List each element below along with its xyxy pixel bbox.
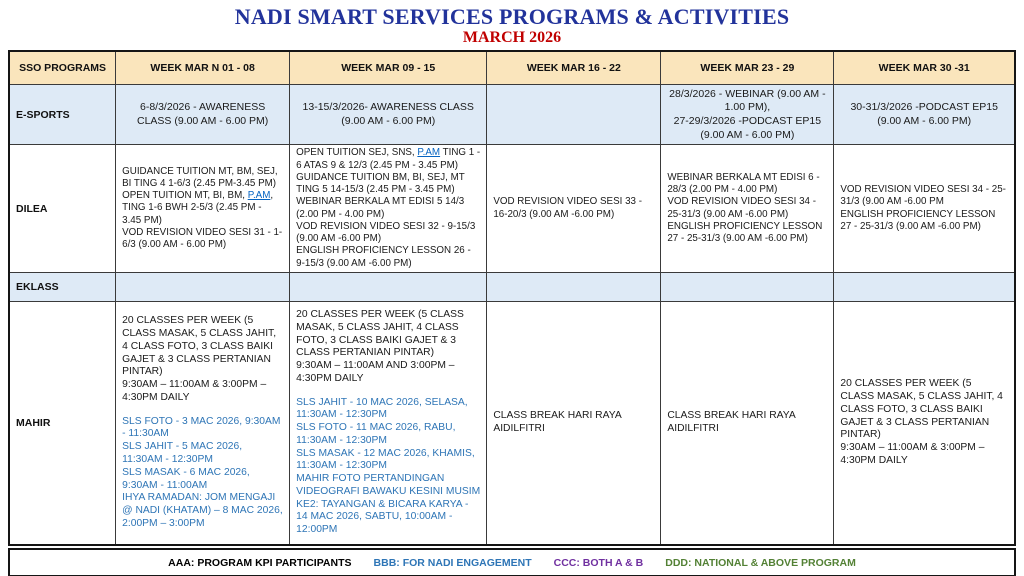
activity-text: 20 CLASSES PER WEEK (5 CLASS MASAK, 5 CLASS JAHIT, 4 CLASS FOTO, 3 CLASS BAIKI GAJET & 3 CLASS PERTANIAN PINTAR) xyxy=(840,378,1003,441)
activity-text: VOD REVISION VIDEO SESI 31 - 1-6/3 (9.00 AM - 6.00 PM) xyxy=(122,226,283,251)
eklass-week3-cell xyxy=(487,272,661,301)
activity-text: ENGLISH PROFICIENCY LESSON 26 - 9-15/3 (9.00 AM -6.00 PM) xyxy=(296,245,471,269)
legend-box xyxy=(8,548,1016,576)
activity-text: ENGLISH PROFICIENCY LESSON 27 - 25-31/3 (9.00 AM -6.00 PM) xyxy=(840,208,996,232)
activity-text: 28/3/2026 - WEBINAR (9.00 AM - 1.00 PM), xyxy=(669,87,826,114)
esports-week4-cell xyxy=(661,85,834,145)
activity-text: SLS JAHIT - 10 MAC 2026, SELASA, 11:30AM - 12:30PM xyxy=(296,396,468,421)
legend-bbb: BBB: FOR NADI ENGAGEMENT xyxy=(373,556,532,569)
row-label-esports: E-SPORTS xyxy=(9,85,116,145)
activity-text: VOD REVISION VIDEO SESI 33 - 16-20/3 (9.00 AM -6.00 PM) xyxy=(493,196,642,220)
activity-text: CLASS BREAK HARI RAYA AIDILFITRI xyxy=(493,410,622,434)
activity-text: SLS MASAK - 12 MAC 2026, KHAMIS, 11:30AM - 12:30PM xyxy=(296,447,475,472)
activity-text: GUIDANCE TUITION MT, BM, SEJ, BI TING 4 1-6/3 (2.45 PM-3.45 PM) xyxy=(122,165,278,189)
mahir-week3-cell xyxy=(487,301,661,545)
mahir-week4-cell xyxy=(661,301,834,545)
dilea-week1-cell xyxy=(116,145,290,272)
activity-text: 30-31/3/2026 -PODCAST EP15 (9.00 AM - 6.00 PM) xyxy=(850,101,998,127)
legend-ddd: DDD: NATIONAL & ABOVE PROGRAM xyxy=(665,556,856,569)
pam-link[interactable]: P.AM xyxy=(417,147,441,159)
esports-week3-cell xyxy=(487,85,661,145)
activity-text: WEBINAR BERKALA MT EDISI 5 14/3 (2.00 PM - 4.00 PM) xyxy=(296,196,465,220)
activity-text: 20 CLASSES PER WEEK (5 CLASS MASAK, 5 CLASS JAHIT, 4 CLASS FOTO, 3 CLASS BAIKI GAJET & 3 CLASS PERTANIAN PINTAR) xyxy=(122,315,277,378)
activity-text: 9:30AM – 11:00AM & 3:00PM – 4:30PM DAILY xyxy=(840,442,985,466)
activity-text: GUIDANCE TUITION BM, BI, SEJ, MT TING 5 14-15/3 (2.45 PM - 3.45 PM) xyxy=(296,171,465,196)
mahir-week2-cell xyxy=(290,301,487,545)
program-row-eklass xyxy=(9,272,1015,301)
week-header-row xyxy=(9,51,1015,85)
activity-text: OPEN TUITION SEJ, SNS, xyxy=(296,147,418,159)
esports-week5-cell xyxy=(834,85,1015,145)
activity-text: 9:30AM – 11:00AM & 3:00PM – 4:30PM DAILY xyxy=(122,379,267,403)
activity-text: OPEN TUITION MT, BI, BM, xyxy=(122,190,248,202)
page-subtitle: MARCH 2026 xyxy=(462,29,562,47)
legend-row xyxy=(157,557,867,569)
col-header-week-5: WEEK MAR 30 -31 xyxy=(834,51,1015,85)
activity-text: , TING 1-6 BWH 2-5/3 (2.45 PM - 3.45 PM) xyxy=(122,190,274,226)
activity-text: IHYA RAMADAN: JOM MENGAJI @ NADI (KHATAM) – 8 MAC 2026, 2:00PM – 3:00PM xyxy=(122,492,283,529)
activity-text: SLS FOTO - 3 MAC 2026, 9:30AM - 11:30AM xyxy=(122,415,281,440)
activity-text: MAHIR FOTO PERTANDINGAN VIDEOGRAFI BAWAKU KESINI MUSIM KE2: TAYANGAN & BICARA KARYA - 14 MAC 2026, SABTU, 10:00AM - 12:00PM xyxy=(296,473,481,536)
activity-text: 20 CLASSES PER WEEK (5 CLASS MASAK, 5 CLASS JAHIT, 4 CLASS FOTO, 3 CLASS BAIKI GAJET & 3 CLASS PERTANIAN PINTAR) xyxy=(296,308,464,359)
dilea-week4-cell xyxy=(661,145,834,272)
row-label-eklass: EKLASS xyxy=(9,272,116,301)
activity-text: SLS MASAK - 6 MAC 2026, 9:30AM - 11:00AM xyxy=(122,466,250,491)
mahir-week1-cell xyxy=(116,301,290,545)
eklass-week4-cell xyxy=(661,272,834,301)
program-row-esports xyxy=(9,85,1015,145)
col-header-sso-programs: SSO PROGRAMS xyxy=(9,51,116,85)
col-header-week-1: WEEK MAR N 01 - 08 xyxy=(116,51,290,85)
pam-link[interactable]: P.AM xyxy=(247,190,271,202)
row-label-dilea: DILEA xyxy=(9,145,116,272)
esports-week2-cell xyxy=(290,85,487,145)
activity-text: WEBINAR BERKALA MT EDISI 6 - 28/3 (2.00 PM - 4.00 PM) xyxy=(667,171,820,196)
program-row-dilea xyxy=(9,145,1015,272)
activity-text: SLS JAHIT - 5 MAC 2026, 11:30AM - 12:30PM xyxy=(122,441,243,466)
esports-week1-cell xyxy=(116,85,290,145)
activity-text: 6-8/3/2026 - AWARENESS CLASS (9.00 AM - 6.00 PM) xyxy=(136,101,269,127)
mahir-week5-cell xyxy=(834,301,1015,545)
programs-table xyxy=(8,50,1016,546)
activity-text: SLS FOTO - 11 MAC 2026, RABU, 11:30AM - 12:30PM xyxy=(296,422,456,446)
page-title: NADI SMART SERVICES PROGRAMS & ACTIVITIES xyxy=(234,4,790,29)
activity-text: ENGLISH PROFICIENCY LESSON 27 - 25-31/3 (9.00 AM -6.00 PM) xyxy=(667,220,823,245)
activity-text: TING 1 - 6 ATAS 9 & 12/3 (2.45 PM - 3.45 PM) xyxy=(296,147,481,171)
eklass-week1-cell xyxy=(116,272,290,301)
legend-aaa: AAA: PROGRAM KPI PARTICIPANTS xyxy=(168,556,352,569)
program-row-mahir xyxy=(9,301,1015,545)
legend-ccc: CCC: BOTH A & B xyxy=(553,556,644,569)
activity-text: VOD REVISION VIDEO SESI 34 - 25-31/3 (9.00 AM -6.00 PM) xyxy=(667,196,816,220)
activity-text: 27-29/3/2026 -PODCAST EP15 (9.00 AM - 6.00 PM) xyxy=(673,114,822,141)
row-label-mahir: MAHIR xyxy=(9,301,116,545)
activity-text: CLASS BREAK HARI RAYA AIDILFITRI xyxy=(667,410,796,434)
col-header-week-4: WEEK MAR 23 - 29 xyxy=(661,51,834,85)
activity-text: VOD REVISION VIDEO SESI 34 - 25-31/3 (9.00 AM -6.00 PM xyxy=(840,184,1006,208)
dilea-week2-cell xyxy=(290,145,487,272)
dilea-week3-cell xyxy=(487,145,661,272)
col-header-week-3: WEEK MAR 16 - 22 xyxy=(487,51,661,85)
activity-text: VOD REVISION VIDEO SESI 32 - 9-15/3 (9.00 AM -6.00 PM) xyxy=(296,220,476,245)
dilea-week5-cell xyxy=(834,145,1015,272)
col-header-week-2: WEEK MAR 09 - 15 xyxy=(290,51,487,85)
programs-tbody xyxy=(9,85,1015,545)
activity-text: 13-15/3/2026- AWARENESS CLASS (9.00 AM - 6.00 PM) xyxy=(302,101,474,127)
eklass-week2-cell xyxy=(290,272,487,301)
eklass-week5-cell xyxy=(834,272,1015,301)
activity-text: 9:30AM – 11:00AM AND 3:00PM – 4:30PM DAILY xyxy=(296,360,455,384)
